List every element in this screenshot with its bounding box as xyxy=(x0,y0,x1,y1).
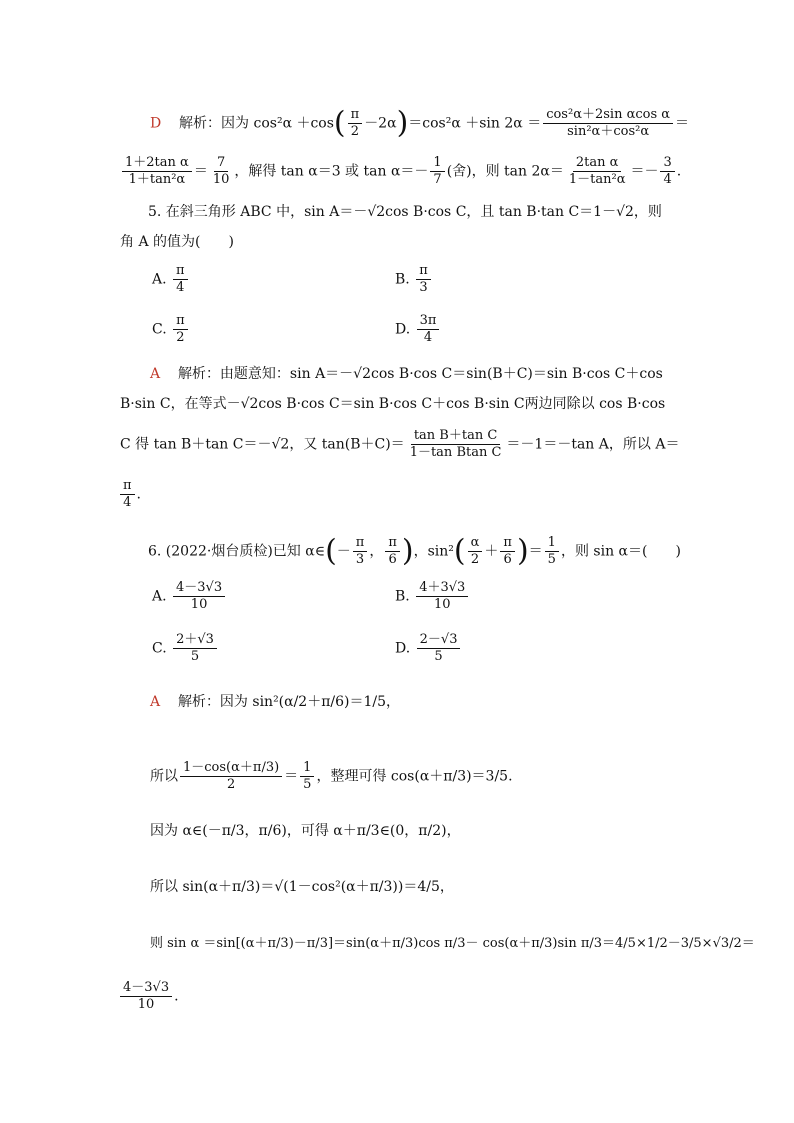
fraction: $\frac{3}{4}$ xyxy=(660,155,674,188)
q6-solution-line4: 所以 sin(α＋π/3)＝√(1－cos²(α＋π/3))＝4/5， xyxy=(150,879,454,895)
q5-option-c[interactable]: C. $\frac{\pi}{2}$ xyxy=(152,313,190,346)
answer-letter: D xyxy=(150,115,162,132)
text: ＝ xyxy=(675,115,690,132)
q5-solution-line4: $\frac{\pi}{4}$ . xyxy=(118,478,141,511)
text: ，解得 tan α＝3 或 tan α＝－ xyxy=(234,163,429,180)
q6-solution-line1: A 解析：因为 sin²(α/2＋π/6)＝1/5， xyxy=(150,694,401,710)
q5-solution-line2: B·sin C，在等式－√2cos B·cos C＝sin B·cos C＋cos B·sin C两边同除以 cos B·cos xyxy=(120,396,666,412)
q5-solution-line1: A 解析：由题意知：sin A＝－√2cos B·cos C＝sin(B＋C)＝sin B·cos C＋cos xyxy=(150,366,663,382)
q5-stem-line1: 5. 在斜三角形 ABC 中，sin A＝－√2cos B·cos C，且 tan B·tan C＝1－√2，则 xyxy=(148,204,662,220)
fraction: $\frac{7}{10}$ xyxy=(212,155,230,187)
q5-option-a[interactable]: A. $\frac{\pi}{4}$ xyxy=(152,263,190,296)
q5-stem-line2: 角 A 的值为( ) xyxy=(120,234,234,250)
q6-stem: 6. (2022·烟台质检)已知 α∈(－ $\frac{\pi}{3}$ ， $\frac{\pi}{6}$ )，sin²( $\frac{\alpha}{2}$ ＋ $\frac{\pi}{6}$ )＝ $\frac{1}{5}$ ，则 sin α＝( ) xyxy=(148,533,681,569)
q6-solution-line5: 则 sin α ＝sin[(α＋π/3)－π/3]＝sin(α＋π/3)cos π/3－ cos(α＋π/3)sin π/3＝4/5×1/2－3/5×√3/2＝ xyxy=(150,936,755,951)
prev-solution-line2: $\frac{\text{1＋2tan α}}{\text{1＋tan²α}}$ ＝ $\frac{7}{10}$ ，解得 tan α＝3 或 tan α＝－ $\frac{1}{7}$ (舍)，则 tan 2α＝ $\frac{\text{2tan α}}{\text{1－tan²α}}$ ＝－ $\frac{3}{4}$ . xyxy=(120,155,681,188)
solution-label: 解析 xyxy=(179,115,208,132)
fraction: $\frac{1}{7}$ xyxy=(430,155,444,188)
fraction: $\frac{\text{2tan α}}{\text{1－tan²α}}$ xyxy=(568,155,626,187)
q6-option-a[interactable]: A. $\frac{4-3√3}{10}$ xyxy=(152,580,227,613)
text: ：因为 cos²α ＋cos xyxy=(207,115,334,132)
q6-solution-line6: $\frac{4-3√3}{10}$ . xyxy=(118,980,179,1013)
solution-label: 解析 xyxy=(177,366,206,382)
q5-option-d[interactable]: D. $\frac{3\pi}{4}$ xyxy=(395,313,441,346)
answer-letter: A xyxy=(150,694,161,710)
q6-solution-line3: 因为 α∈(－π/3，π/6)，可得 α＋π/3∈(0，π/2)， xyxy=(150,823,461,839)
q6-solution-line2: 所以 $\frac{1-\cos(\alpha+\pi/3)}{2}$ ＝ $\frac{1}{5}$ ，整理可得 cos(α＋π/3)＝3/5. xyxy=(150,760,513,792)
q5-option-b[interactable]: B. $\frac{\pi}{3}$ xyxy=(395,263,433,296)
q6-option-d[interactable]: D. $\frac{2-√3}{5}$ xyxy=(395,632,462,665)
fraction: $\frac{\pi}{2}$ xyxy=(348,107,363,140)
fraction: $\frac{\text{cos²α＋2sin αcos α}}{\text{sin²α＋cos²α}}$ xyxy=(543,107,673,140)
q6-option-b[interactable]: B. $\frac{4+3√3}{10}$ xyxy=(395,580,470,613)
fraction: $\frac{\text{1＋2tan α}}{\text{1＋tan²α}}$ xyxy=(122,155,192,188)
solution-label: 解析 xyxy=(177,694,206,710)
text: ＝cos²α ＋sin 2α ＝ xyxy=(408,115,542,132)
text: －2α xyxy=(364,115,397,132)
text: (舍)，则 tan 2α＝ xyxy=(446,163,564,180)
prev-solution-line1: D 解析：因为 cos²α ＋cos( $\frac{\pi}{2}$ －2α)＝cos²α ＋sin 2α ＝ $\frac{\text{cos²α＋2sin αcos α}}{\text{sin²α＋cos²α}}$ ＝ xyxy=(150,105,690,141)
q6-option-c[interactable]: C. $\frac{2+√3}{5}$ xyxy=(152,632,219,665)
q5-solution-line3: C 得 tan B＋tan C＝－√2，又 tan(B＋C)＝ $\frac{\text{tan B＋tan C}}{\text{1－tan Btan C}}$ ＝－1＝－tan A，所以 A＝ xyxy=(120,428,680,460)
answer-letter: A xyxy=(150,366,161,382)
